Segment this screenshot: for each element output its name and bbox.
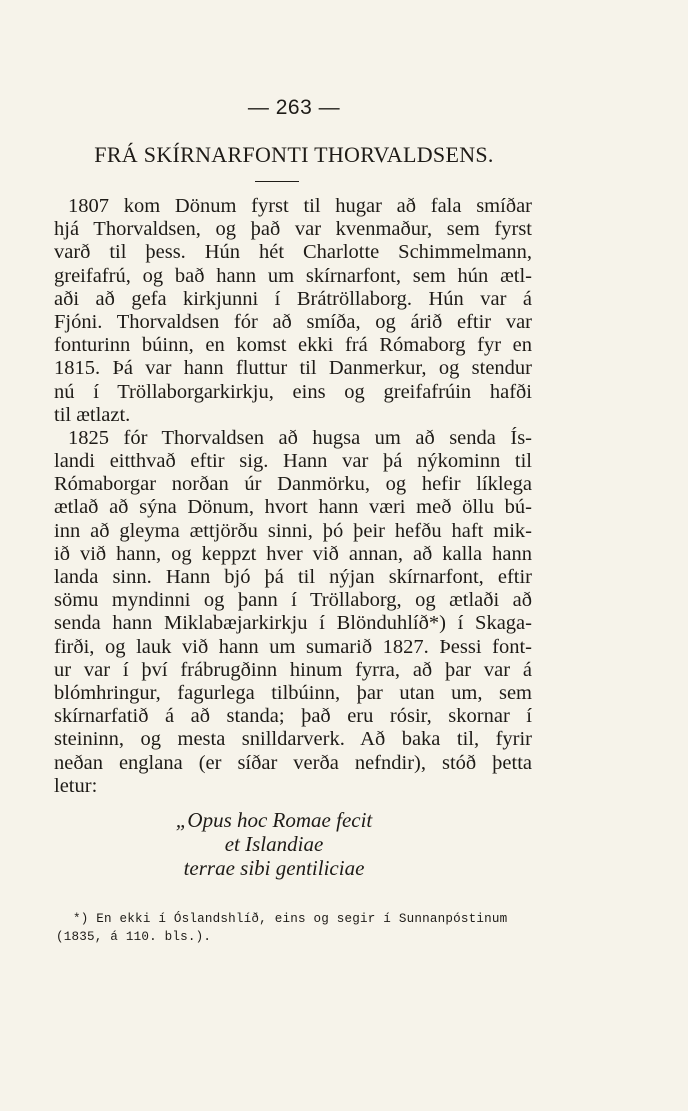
text-line: nú í Tröllaborgarkirkju, eins og greifafrúin hafði [54, 380, 532, 403]
text-line: skírnarfatið á að standa; það eru rósir, skornar í [54, 705, 532, 728]
text-line: ið við hann, og keppzt hver við annan, að kalla hann [54, 542, 532, 565]
footnote-line: (1835, á 110. bls.). [56, 930, 212, 944]
text-line: landa sinn. Hann bjó þá til nýjan skírnarfont, eftir [54, 566, 532, 588]
latin-inscription [0, 808, 548, 880]
footnote-line: *) En ekki í Óslandshlíð, eins og segir í Sunnanpóstinum [73, 912, 508, 926]
footnote [56, 910, 532, 946]
chapter-title: FRÁ SKÍRNARFONTI THORVALDSENS. [94, 142, 494, 167]
page-number: — 263 — [247, 96, 341, 119]
inscription-line: et Islandiae [224, 832, 324, 856]
text-line: Rómaborgar norðan úr Danmörku, og hefir líklega [54, 473, 532, 496]
text-line: senda hann Miklabæjarkirkju í Blönduhlíð*) í Skaga- [54, 612, 532, 635]
text-line: steininn, og mesta snilldarverk. Að baka til, fyrir [54, 728, 532, 751]
text-line: firði, og lauk við hann um sumarið 1827. Þessi font- [54, 635, 532, 658]
text-line: neðan englana (er síðar verða nefndir), stóð þetta [54, 751, 532, 774]
text-line: letur: [54, 774, 98, 797]
text-line: 1807 kom Dönum fyrst til hugar að fala smíðar [68, 195, 532, 217]
text-line: varð til þess. Hún hét Charlotte Schimmelmann, [54, 241, 532, 264]
text-line: landi eitthvað eftir sig. Hann var þá nýkominn til [54, 450, 532, 473]
text-line: Fjóni. Thorvaldsen fór að smíða, og árið eftir var [54, 310, 532, 333]
text-line: inn að gleyma ættjörðu sinni, þó þeir hefðu haft mik- [54, 519, 532, 542]
text-line: ætlað að sýna Dönum, hvort hann væri með öllu bú- [54, 496, 532, 519]
text-line: blómhringur, fagurlega tilbúinn, þar utan um, sem [54, 681, 532, 704]
title-divider [255, 181, 299, 182]
text-line: aði að gefa kirkjunni í Brátröllaborg. Hún var á [54, 287, 532, 310]
text-line: sömu myndinni og þann í Tröllaborg, og ætlaði að [54, 589, 532, 612]
inscription-line: „Opus hoc Romae fecit [175, 808, 373, 832]
text-line: 1815. Þá var hann fluttur til Danmerkur, og stendur [54, 357, 532, 380]
text-line: fonturinn búinn, en komst ekki frá Rómaborg fyr en [54, 334, 532, 357]
text-line: ur var í því frábrugðinn hinum fyrra, að þar var á [54, 658, 532, 681]
text-line: greifafrú, og bað hann um skírnarfont, sem hún ætl- [54, 264, 532, 287]
text-line: til ætlazt. [54, 403, 131, 426]
text-line: 1825 fór Thorvaldsen að hugsa um að senda Ís- [68, 426, 532, 449]
text-line: hjá Thorvaldsen, og það var kvenmaður, sem fyrst [54, 218, 532, 241]
body-text [54, 195, 532, 798]
inscription-line: terrae sibi gentiliciae [183, 856, 365, 880]
